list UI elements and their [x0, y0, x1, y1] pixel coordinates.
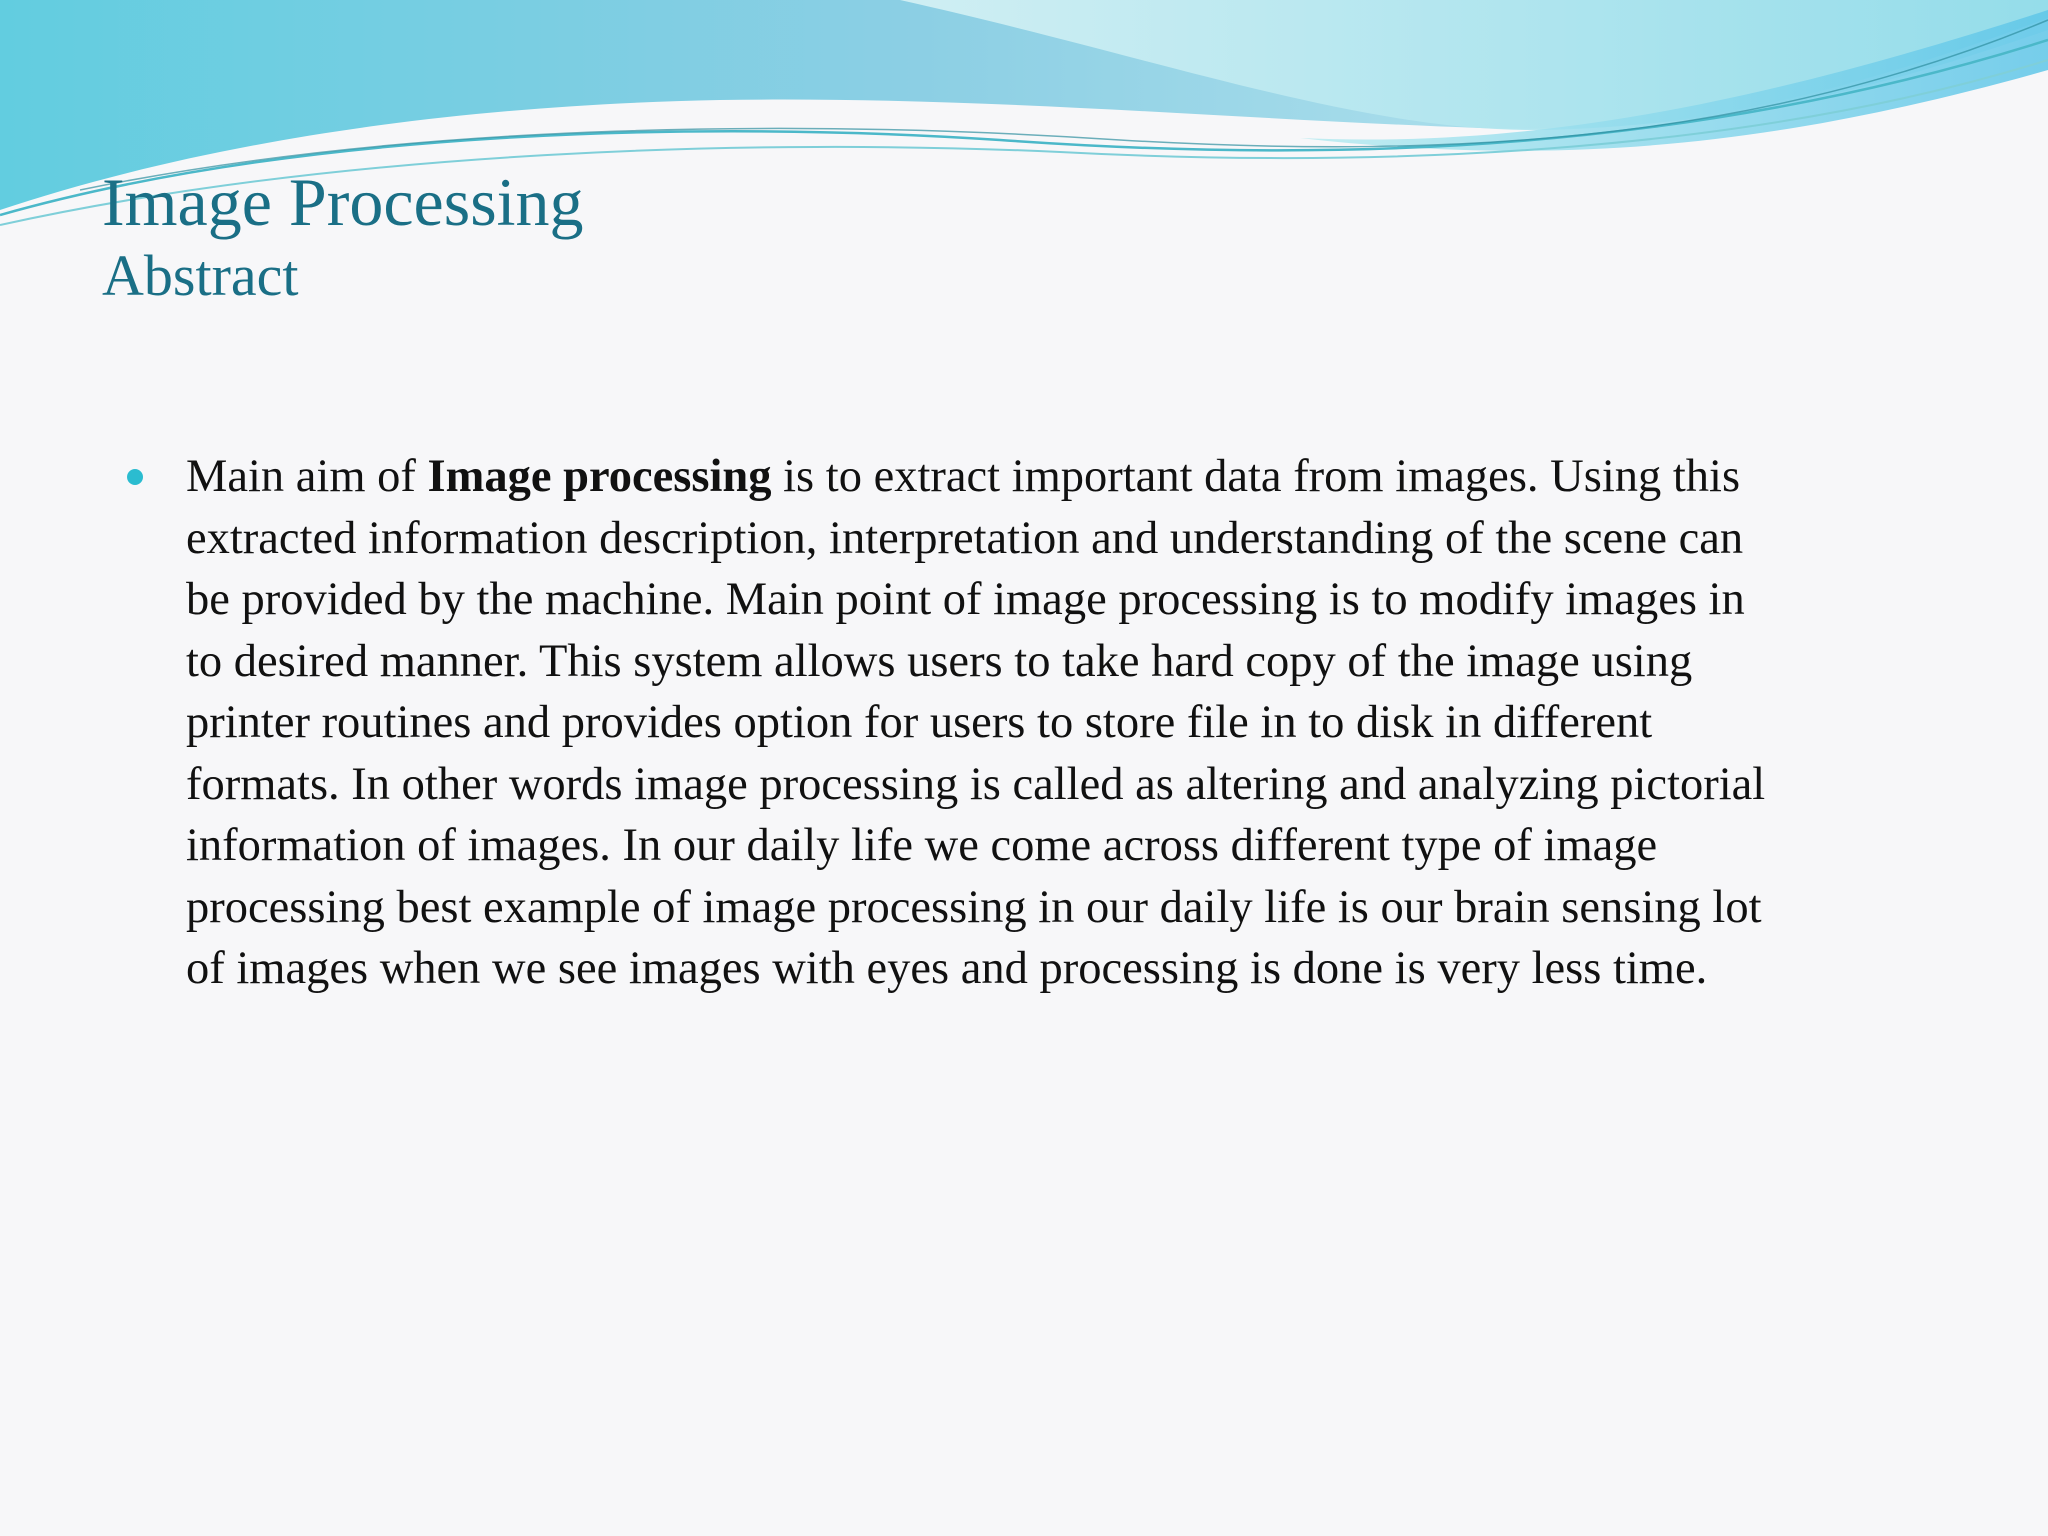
bullet-line-7: information of images. In our daily life we come across different type of image: [186, 820, 1658, 871]
bullet-line-5: printer routines and provides option for users to store file in to disk in different: [186, 697, 1653, 748]
bullet-line-1: [186, 446, 1944, 508]
bullet-line-9: of images when we see images with eyes and processing is done is very less time.: [186, 943, 1708, 994]
slide-title: Image Processing: [102, 164, 584, 240]
slide-subtitle: Abstract: [102, 243, 299, 308]
bullet-text-rest: is to extract important data from images. Using this: [771, 451, 1741, 502]
bullet-line-8: processing best example of image processing in our daily life is our brain sensing lot: [186, 881, 1762, 933]
bullet-item: [124, 446, 1944, 1000]
bullet-line-2: extracted information description, interpretation and understanding of the scene can: [186, 512, 1744, 564]
bullet-dot-icon: [127, 469, 143, 485]
bullet-line-3: be provided by the machine. Main point of image processing is to modify images in: [186, 574, 1745, 625]
bullet-text-lead: Main aim of: [186, 451, 428, 502]
bullet-line-4: to desired manner. This system allows users to take hard copy of the image using: [186, 635, 1693, 687]
bullet-line-6: formats. In other words image processing is called as altering and analyzing pictorial: [186, 758, 1766, 810]
title-block: [102, 162, 1902, 310]
bullet-bold-term: Image processing: [427, 451, 772, 502]
slide-content: [124, 446, 1944, 1000]
